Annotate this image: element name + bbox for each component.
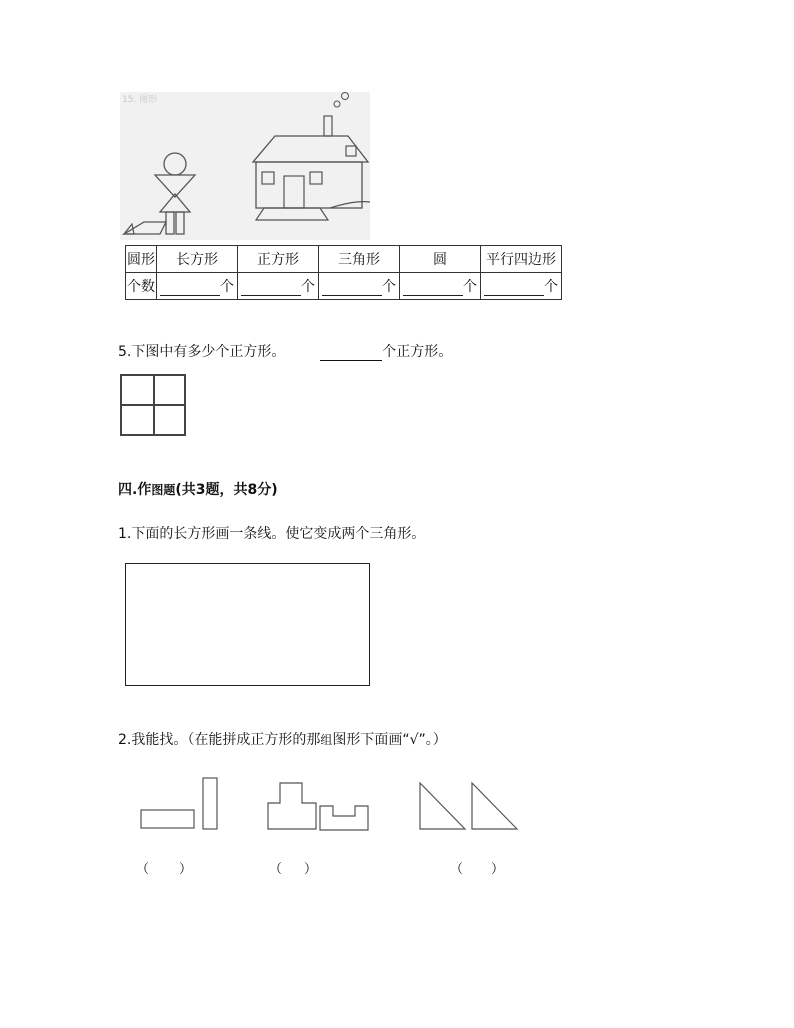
unit-label: 个 xyxy=(382,279,396,295)
unit-label: 个 xyxy=(301,279,315,295)
unit-label: 个 xyxy=(544,279,558,295)
rectangle-drawing-area[interactable] xyxy=(125,563,370,686)
paren-open: （ xyxy=(450,862,464,877)
question-2-text: 2.我能找。（在能拼成正方形的那 xyxy=(118,732,321,748)
question-2-text: 图形下面 xyxy=(332,732,389,748)
figure-leg-left xyxy=(166,212,174,234)
question-2-text: 画“√”。） xyxy=(388,732,447,748)
figure-foot-triangle xyxy=(124,224,134,234)
section-title-part: 图题 xyxy=(151,483,176,497)
house-window-left xyxy=(262,172,274,184)
shape-group-2 xyxy=(265,778,375,834)
count-cell[interactable] xyxy=(400,273,481,300)
smoke-circle xyxy=(342,93,349,100)
paren-close: ） xyxy=(304,862,318,877)
question-5-suffix: 个正方形。 xyxy=(382,344,453,360)
answer-parens-3[interactable] xyxy=(450,858,504,877)
table-header-cell: 长方形 xyxy=(157,246,238,273)
answer-blank[interactable] xyxy=(241,281,301,296)
right-triangle xyxy=(420,783,465,829)
figure-leg-right xyxy=(176,212,184,234)
table-header-cell: 正方形 xyxy=(238,246,319,273)
house-roof xyxy=(253,136,368,162)
table-header-cell: 圆 xyxy=(400,246,481,273)
shape-group-3 xyxy=(415,780,523,834)
answer-parens-1[interactable] xyxy=(136,858,192,877)
shape-count-table xyxy=(125,245,562,300)
unit-label: 个 xyxy=(463,279,477,295)
house-chimney xyxy=(324,116,332,136)
figure-foot-parallelogram xyxy=(124,222,166,234)
u-shape xyxy=(320,806,368,830)
square-grid-figure xyxy=(120,374,186,436)
path-trapezoid xyxy=(256,208,328,220)
question-2 xyxy=(118,729,447,749)
table-header-row xyxy=(126,246,562,273)
section-title-part: 四.作 xyxy=(118,482,152,498)
tall-rectangle xyxy=(203,778,217,829)
house-wall xyxy=(256,162,362,208)
house-door xyxy=(284,176,304,208)
figure-head xyxy=(164,153,186,175)
paren-close: ） xyxy=(491,862,505,877)
answer-blank[interactable] xyxy=(322,281,382,296)
faint-label: 15. 图形 xyxy=(122,95,158,105)
section-4-title xyxy=(118,479,278,499)
row-label: 个数 xyxy=(126,273,157,300)
count-cell[interactable] xyxy=(319,273,400,300)
answer-blank[interactable] xyxy=(403,281,463,296)
table-header-cell: 圆形 xyxy=(126,246,157,273)
paren-close: ） xyxy=(179,862,193,877)
long-rectangle xyxy=(141,810,194,828)
unit-label: 个 xyxy=(220,279,234,295)
table-header-cell: 三角形 xyxy=(319,246,400,273)
paren-open: （ xyxy=(269,862,283,877)
answer-blank[interactable] xyxy=(484,281,544,296)
house-figure-svg xyxy=(120,92,370,240)
table-row xyxy=(126,273,562,300)
attic-window xyxy=(346,146,356,156)
question-5-answer-blank[interactable] xyxy=(320,346,382,361)
question-5-text: 5.下图中有多少个正方形。 xyxy=(118,344,286,360)
question-5 xyxy=(118,341,452,361)
count-cell[interactable] xyxy=(238,273,319,300)
smoke-circle xyxy=(334,101,340,107)
answer-blank[interactable] xyxy=(160,281,220,296)
count-cell[interactable] xyxy=(481,273,562,300)
table-header-cell: 平行四边形 xyxy=(481,246,562,273)
question-2-text-small: 组 xyxy=(320,733,333,747)
t-shape xyxy=(268,783,316,829)
figure-house-illustration xyxy=(120,92,370,240)
question-1-text: 1.下面的长方形画一条线。使它变成两个三角形。 xyxy=(118,526,426,542)
answer-parens-2[interactable] xyxy=(269,858,317,877)
house-window-right xyxy=(310,172,322,184)
section-title-part: (共3题，共8分) xyxy=(175,482,278,498)
count-cell[interactable] xyxy=(157,273,238,300)
ground-line xyxy=(330,202,370,208)
paren-open: （ xyxy=(136,862,150,877)
grid-horizontal-line xyxy=(122,404,184,406)
shape-group-1 xyxy=(138,775,222,833)
right-triangle xyxy=(472,783,517,829)
